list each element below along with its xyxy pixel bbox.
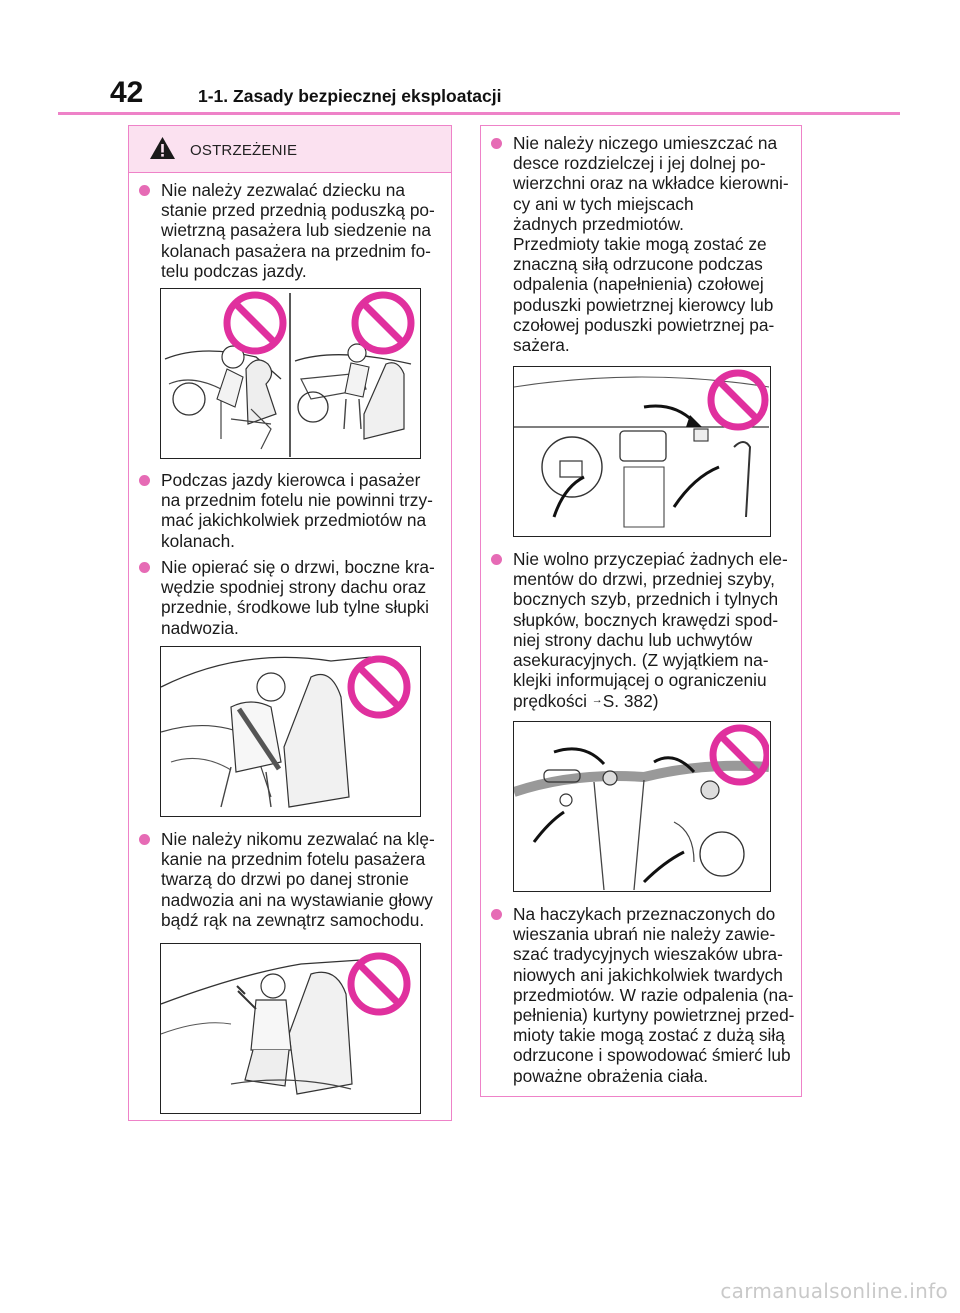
warning-box-continued [480, 125, 802, 1097]
watermark: carmanualsonline.info [720, 1279, 948, 1303]
warning-item [491, 549, 797, 712]
page-number: 42 [110, 76, 144, 109]
warning-box [128, 125, 452, 1121]
bullet-icon [139, 834, 150, 845]
bullet-icon [491, 138, 502, 149]
warning-item [491, 133, 797, 355]
warning-item [139, 557, 445, 638]
warning-text: Nie należy nikomu zezwalać na klę- kanie na przednim fotelu pasażera twarzą do drzwi po danej stronie nadwozia ani na wystawianie głowy bądź rąk na zewnątrz samochodu. [161, 829, 435, 930]
bullet-icon [139, 475, 150, 486]
warning-text: Nie opierać się o drzwi, boczne kra- wędzie spodniej strony dachu oraz przednie, środkowe lub tylne słupki nadwozia. [161, 557, 435, 638]
header-divider [58, 112, 900, 115]
page-header [0, 0, 960, 120]
warning-title: OSTRZEŻENIE [190, 142, 298, 159]
warning-item [139, 829, 445, 930]
warning-item [491, 904, 797, 1086]
reference-arrow: → [591, 694, 603, 707]
warning-text: Nie należy niczego umieszczać na desce rozdzielczej i jej dolnej po- wierzchni oraz na wkładce kierowni- cy ani w tych miejscach żadnych przedmiotów. Przedmioty takie mogą zostać ze znaczną siłą odrzucone podczas odpalenia (napełnienia) czołowej poduszki powietrznej kierowcy lub czołowej poduszki powietrznej pa- sażera. [513, 133, 789, 356]
warning-header [129, 126, 451, 173]
section-title: 1-1. Zasady bezpiecznej eksploatacji [198, 86, 502, 106]
warning-item [139, 470, 445, 551]
illustration-attached-items [513, 721, 771, 892]
warning-triangle-icon [149, 136, 176, 160]
warning-text-main: Nie wolno przyczepiać żadnych ele- mentów do drzwi, przedniej szyby, bocznych szyb, przednich i tylnych słupków, bocznych krawędzi spod- niej strony dachu lub uchwytów asekuracyjnych. (Z wyjątkiem na- klejki informującej o ograniczeniu prędkości [513, 549, 788, 712]
illustration-leaning-on-door [160, 646, 421, 817]
prohibit-icon [227, 295, 283, 351]
warning-text: Na haczykach przeznaczonych do wieszania ubrań nie należy zawie- szać tradycyjnych wieszaków ubra- niowych ani jakichkolwiek twardych przedmiotów. W razie odpalenia (na- pełnienia) kurtyny powietrznej przed- mioty takie mogą zostać z dużą siłą odrzucone i spowodować śmierć lub poważne obrażenia ciała. [513, 904, 795, 1086]
warning-item [139, 180, 445, 281]
warning-text [513, 549, 797, 712]
illustration-kneeling-on-seat [160, 943, 421, 1114]
warning-text: Podczas jazdy kierowca i pasażer na przednim fotelu nie powinni trzy- mać jakichkolwiek przedmiotów na kolanach. [161, 470, 433, 551]
illustration-child-front-seat [160, 288, 421, 459]
bullet-icon [491, 554, 502, 565]
bullet-icon [139, 185, 150, 196]
illustration-dashboard-objects [513, 366, 771, 537]
warning-text: Nie należy zezwalać dziecku na stanie przed przednią poduszką po- wietrzną pasażera lub siedzenie na kolanach pasażera na przednim fo- telu podczas jazdy. [161, 180, 435, 281]
bullet-icon [139, 562, 150, 573]
bullet-icon [491, 909, 502, 920]
page-reference-link[interactable]: S. 382) [602, 691, 659, 712]
